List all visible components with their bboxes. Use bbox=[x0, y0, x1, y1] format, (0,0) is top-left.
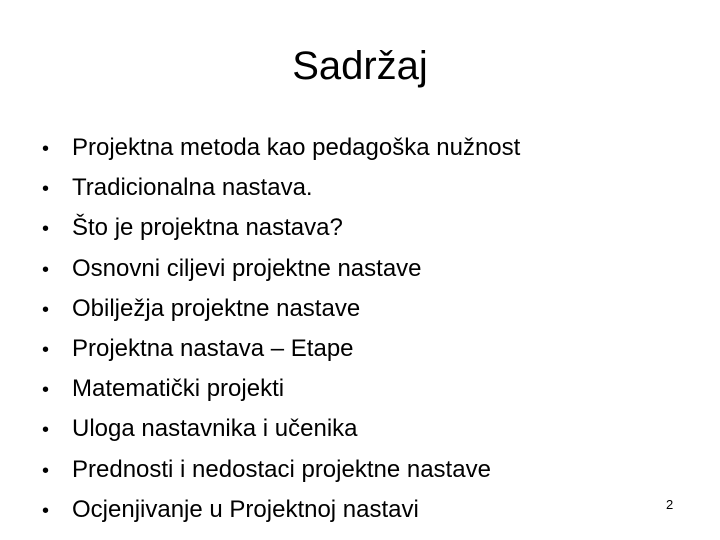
bullet-icon: • bbox=[42, 338, 50, 361]
list-item-text: Što je projektna nastava? bbox=[72, 214, 343, 242]
bullet-icon: • bbox=[42, 379, 50, 402]
list-item bbox=[42, 454, 520, 494]
list-item bbox=[42, 413, 520, 453]
list-item-text: Projektna metoda kao pedagoška nužnost bbox=[72, 134, 521, 161]
bullet-icon: • bbox=[42, 298, 50, 321]
list-item-text: Matematički projekti bbox=[72, 375, 285, 403]
list-item-text: Obilježja projektne nastave bbox=[72, 294, 361, 322]
list-item-text: Osnovni ciljevi projektne nastave bbox=[72, 254, 422, 282]
contents-list bbox=[42, 132, 520, 534]
list-item-text: Prednosti i nedostaci projektne nastave bbox=[72, 455, 491, 483]
list-item bbox=[42, 212, 520, 252]
bullet-icon: • bbox=[42, 258, 50, 281]
list-item-text: Ocjenjivanje u Projektnoj nastavi bbox=[72, 495, 419, 523]
list-item-text: Tradicionalna nastava. bbox=[72, 174, 313, 202]
list-item bbox=[42, 333, 520, 373]
list-item bbox=[42, 293, 520, 333]
bullet-icon: • bbox=[42, 218, 50, 241]
list-item-text: Uloga nastavnika i učenika bbox=[72, 415, 358, 443]
list-item-text: Projektna nastava – Etape bbox=[72, 334, 354, 362]
list-item bbox=[42, 132, 520, 172]
list-item bbox=[42, 494, 520, 534]
bullet-icon: • bbox=[42, 499, 50, 522]
bullet-icon: • bbox=[42, 138, 50, 160]
list-item bbox=[42, 253, 520, 293]
bullet-icon: • bbox=[42, 459, 50, 482]
list-item bbox=[42, 172, 520, 212]
bullet-icon: • bbox=[42, 419, 50, 442]
slide-title: Sadržaj bbox=[292, 44, 428, 88]
page-number: 2 bbox=[666, 497, 674, 512]
bullet-icon: • bbox=[42, 178, 50, 201]
list-item bbox=[42, 373, 520, 413]
